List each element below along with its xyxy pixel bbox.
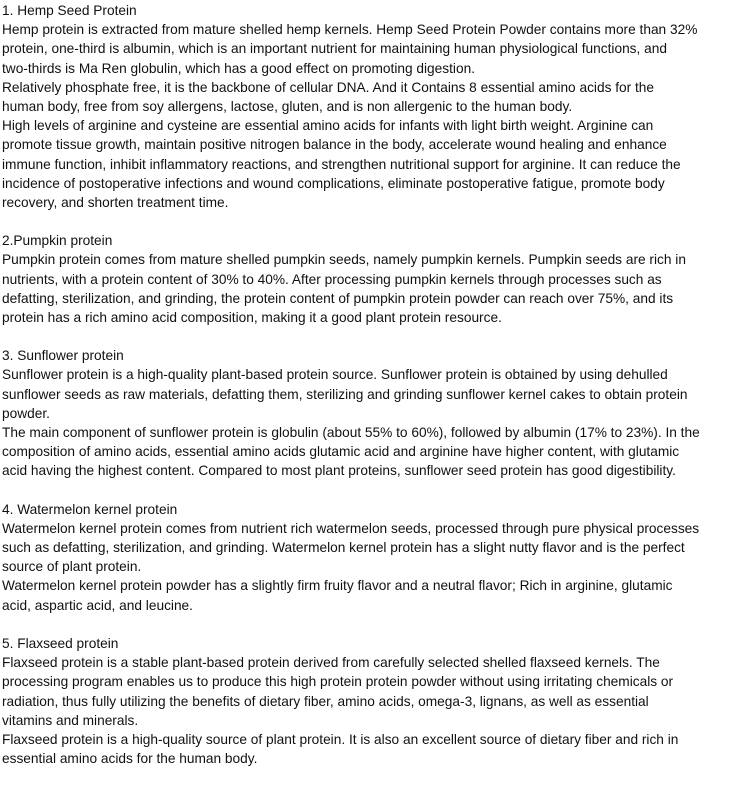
section-heading: 3. Sunflower protein <box>2 348 124 364</box>
section-watermelon-kernel-protein <box>2 500 750 615</box>
section-paragraph: High levels of arginine and cysteine are essential amino acids for infants with light birth weight. Arginine can promote tissue growth, maintain positive nitrogen balance in the body, accelerate wound healing and enhance immune function, inhibit inflammatory reactions, and strengthen nutritional support for arginine. It can reduce the incidence of postoperative infections and wound complications, eliminate postoperative fatigue, promote body recovery, and shorten treatment time. <box>2 118 681 211</box>
section-paragraph: The main component of sunflower protein is globulin (about 55% to 60%), followed by albumin (17% to 23%). In the composition of amino acids, essential amino acids glutamic acid and arginine have higher content, with glutamic acid having the highest content. Compared to most plant proteins, sunflower seed protein has good digestibility. <box>2 425 700 479</box>
section-paragraph: Sunflower protein is a high-quality plant-based protein source. Sunflower protein is obtained by using dehulled sunflower seeds as raw materials, defatting them, sterilizing and grinding sunflower kernel cakes to obtain protein powder. <box>2 367 688 421</box>
section-heading: 4. Watermelon kernel protein <box>2 501 178 517</box>
section-paragraph: Flaxseed protein is a stable plant-based protein derived from carefully selected shelled flaxseed kernels. The processing program enables us to produce this high protein protein powder without using irritating chemicals or radiation, thus fully utilizing the benefits of dietary fiber, amino acids, omega-3, lignans, as well as essential vitamins and minerals. <box>2 655 674 728</box>
section-paragraph: Watermelon kernel protein powder has a slightly firm fruity flavor and a neutral flavor; Rich in arginine, glutamic acid, aspartic acid, and leucine. <box>2 578 673 613</box>
section-hemp-seed-protein <box>2 1 750 212</box>
section-heading: 1. Hemp Seed Protein <box>2 3 137 18</box>
section-flaxseed-protein <box>2 634 750 768</box>
section-paragraph: Watermelon kernel protein comes from nutrient rich watermelon seeds, processed through pure physical processes such as defatting, sterilization, and grinding. Watermelon kernel protein has a slight nutty flavor and is the perfect source of plant protein. <box>2 520 700 575</box>
section-paragraph: Relatively phosphate free, it is the backbone of cellular DNA. And it Contains 8 essential amino acids for the human body, free from soy allergens, lactose, gluten, and is non allergenic to the human body. <box>2 79 655 115</box>
section-paragraph: Flaxseed protein is a high-quality source of plant protein. It is also an excellent source of dietary fiber and rich in essential amino acids for the human body. <box>2 731 679 767</box>
section-sunflower-protein <box>2 346 750 480</box>
section-paragraph: Hemp protein is extracted from mature shelled hemp kernels. Hemp Seed Protein Powder contains more than 32% protein, one-third is albumin, which is an important nutrient for maintaining human physiological functions, and two-thirds is Ma Ren globulin, which has a good effect on promoting digestion. <box>2 22 698 76</box>
section-paragraph: Pumpkin protein comes from mature shelled pumpkin seeds, namely pumpkin kernels. Pumpkin seeds are rich in nutrients, with a protein content of 30% to 40%. After processing pumpkin kernels through processes such as defatting, sterilization, and grinding, the protein content of pumpkin protein powder can reach over 75%, and its protein has a rich amino acid composition, making it a good plant protein resource. <box>2 252 686 326</box>
section-heading: 5. Flaxseed protein <box>2 635 119 651</box>
section-heading: 2.Pumpkin protein <box>2 233 113 249</box>
section-pumpkin-protein <box>2 231 750 327</box>
